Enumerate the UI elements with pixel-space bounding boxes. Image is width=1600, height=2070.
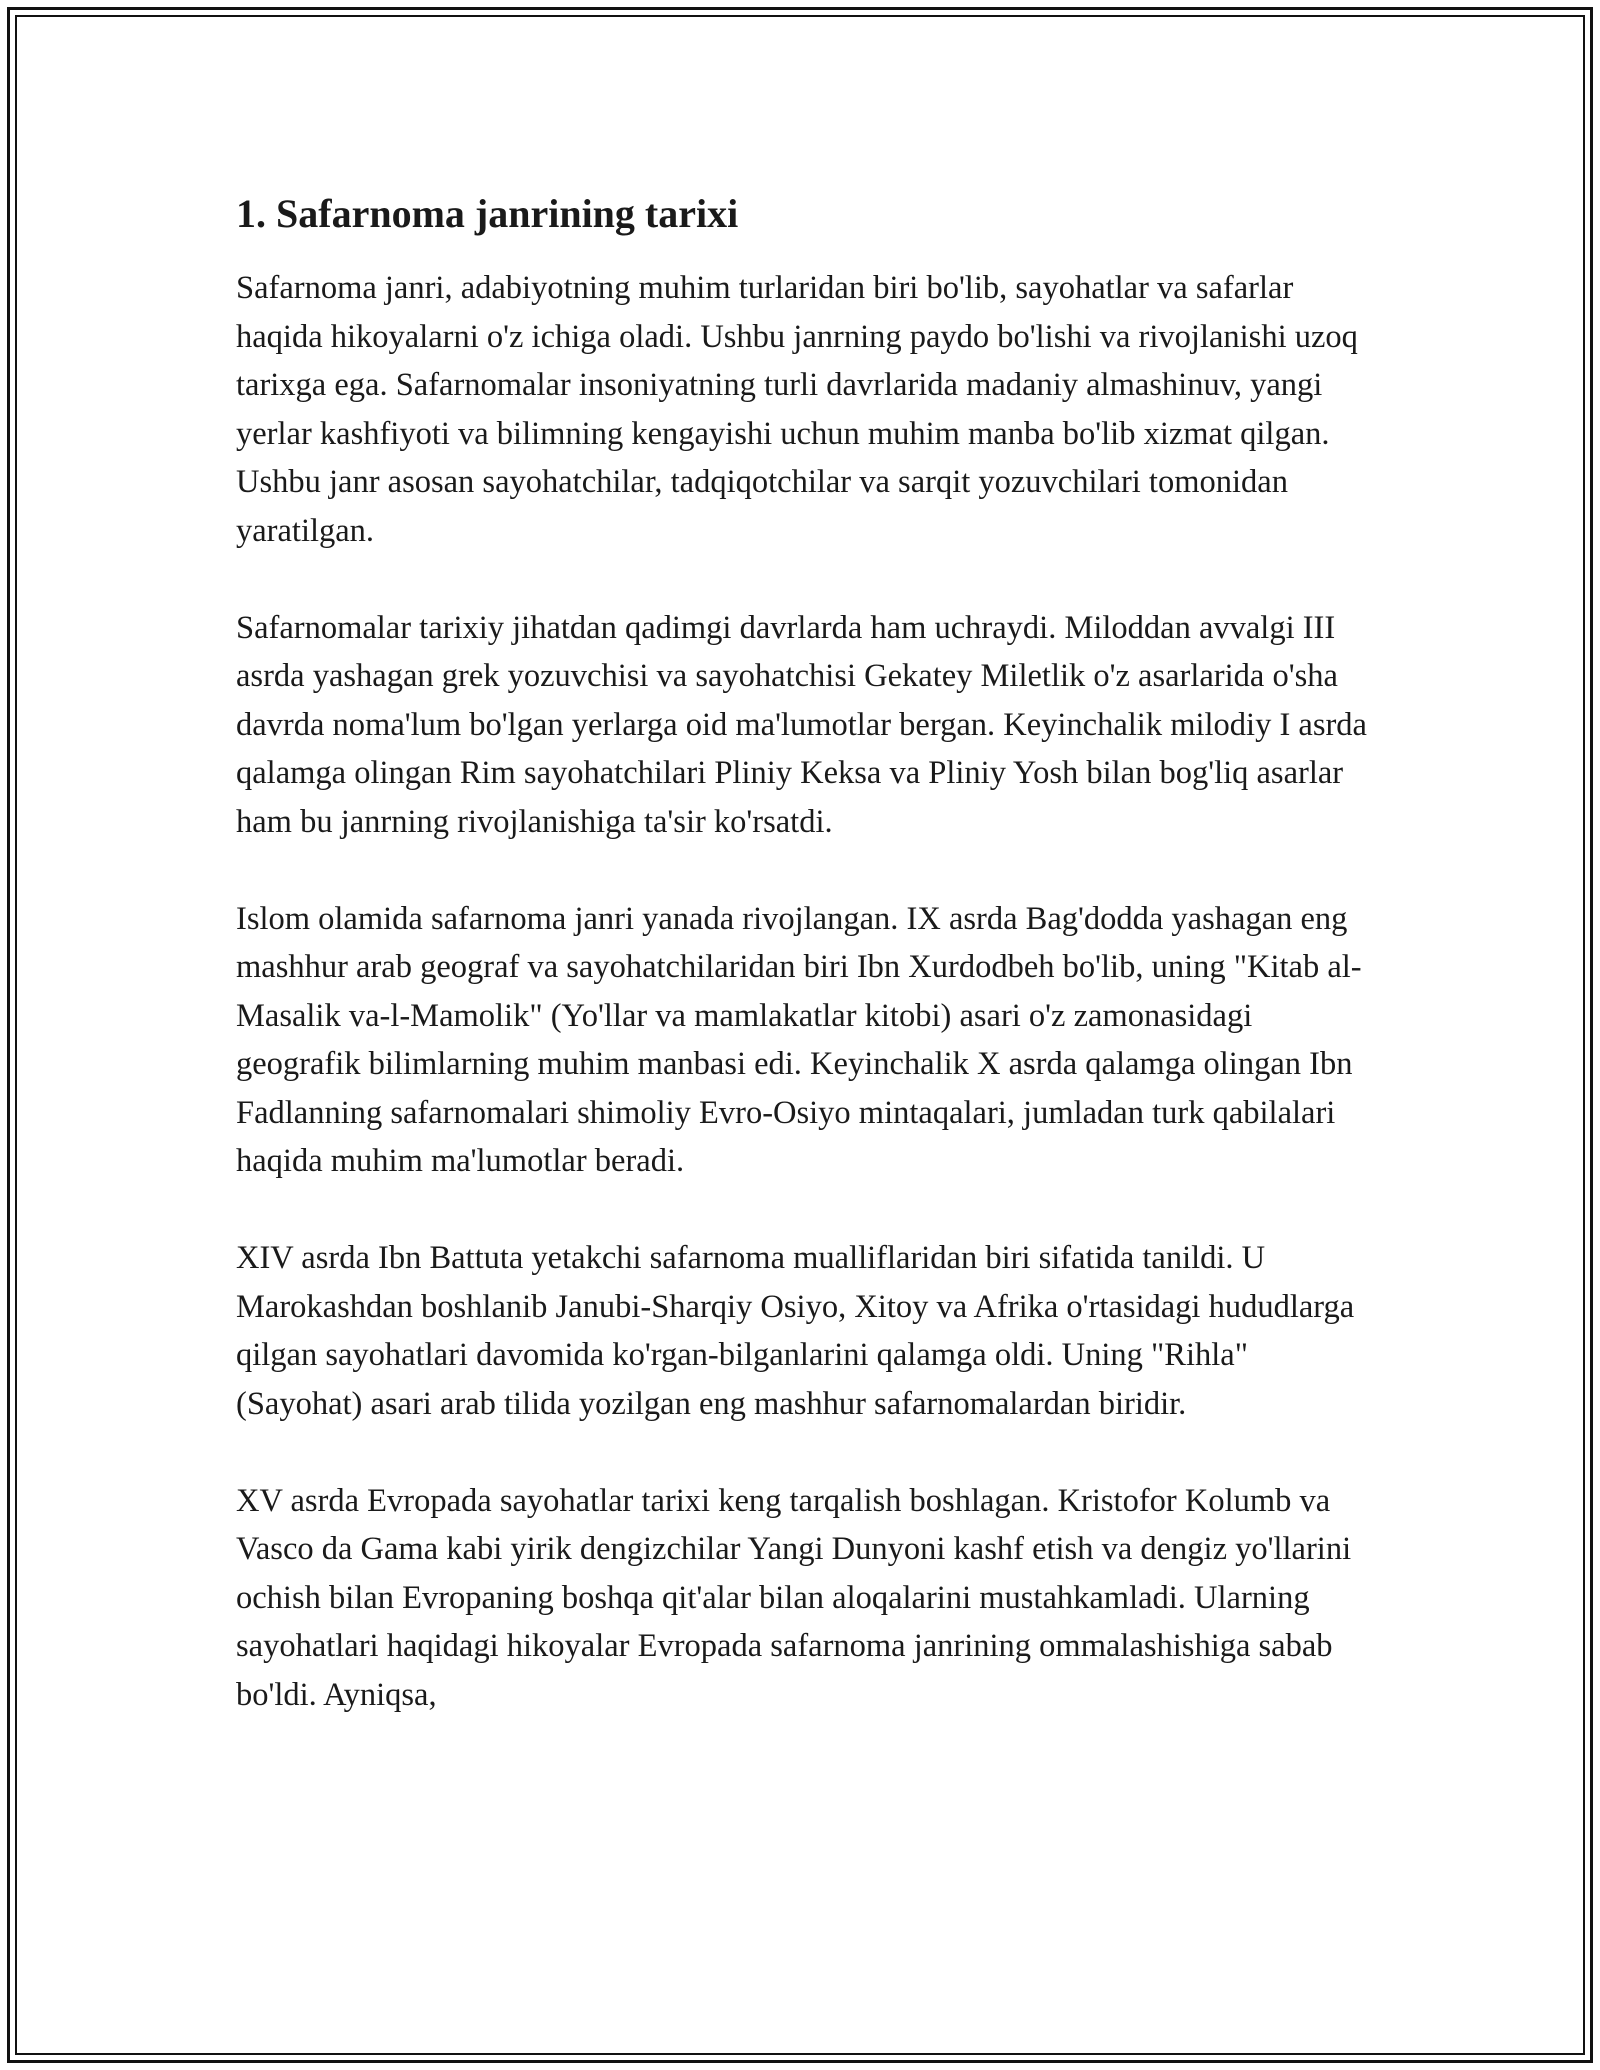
paragraph-5: XV asrda Evropada sayohatlar tarixi keng tarqalish boshlagan. Kristofor Kolumb va Vasco da Gama kabi yirik dengizchilar Yangi Dunyoni kashf etish va dengiz yo'llarini ochish bilan Evropaning boshqa qit'alar bilan aloqalarini mustahkamladi. Ularning sayohatlari haqidagi hikoyalar Evropada safarnoma janrining ommalashishiga sabab bo'ldi. Ayniqsa, <box>236 1482 1352 1713</box>
paragraph-2: Safarnomalar tarixiy jihatdan qadimgi davrlarda ham uchraydi. Miloddan avvalgi III asrda yashagan grek yozuvchisi va sayohatchisi Gekatey Miletlik o'z asarlarida o'sha davrda noma'lum bo'lgan yerlarga oid ma'lumotlar bergan. Keyinchalik milodiy I asrda qalamga olingan Rim sayohatchilari Pliniy Keksa va Pliniy Yosh bilan bog'liq asarlar ham bu janrning rivojlanishiga ta'sir ko'rsatdi. <box>236 609 1367 840</box>
document-body <box>236 186 1376 1768</box>
section-title: 1. Safarnoma janrining tarixi <box>236 191 739 236</box>
paragraph-1: Safarnoma janri, adabiyotning muhim turlaridan biri bo'lib, sayohatlar va safarlar haqida hikoyalarni o'z ichiga oladi. Ushbu janrning paydo bo'lishi va rivojlanishi uzoq tarixga ega. Safarnomalar insoniyatning turli davrlarida madaniy almashinuv, yangi yerlar kashfiyoti va bilimning kengayishi uchun muhim manba bo'lib xizmat qilgan. Ushbu janr asosan sayohatchilar, tadqiqotchilar va sarqit yozuvchilari tomonidan yaratilgan. <box>236 270 1358 549</box>
paragraph-3: Islom olamida safarnoma janri yanada rivojlangan. IX asrda Bag'dodda yashagan eng mashhur arab geograf va sayohatchilaridan biri Ibn Xurdodbeh bo'lib, uning "Kitab al-Masalik va-l-Mamolik" (Yo'llar va mamlakatlar kitobi) asari o'z zamonasidagi geografik bilimlarning muhim manbasi edi. Keyinchalik X asrda qalamga olingan Ibn Fadlanning safarnomalari shimoliy Evro-Osiyo mintaqalari, jumladan turk qabilalari haqida muhim ma'lumotlar beradi. <box>236 900 1362 1179</box>
paragraph-4: XIV asrda Ibn Battuta yetakchi safarnoma mualliflaridan biri sifatida tanildi. U Marokashdan boshlanib Janubi-Sharqiy Osiyo, Xitoy va Afrika o'rtasidagi hududlarga qilgan sayohatlari davomida ko'rgan-bilganlarini qalamga oldi. Uning "Rihla" (Sayohat) asari arab tilida yozilgan eng mashhur safarnomalardan biridir. <box>236 1240 1355 1422</box>
